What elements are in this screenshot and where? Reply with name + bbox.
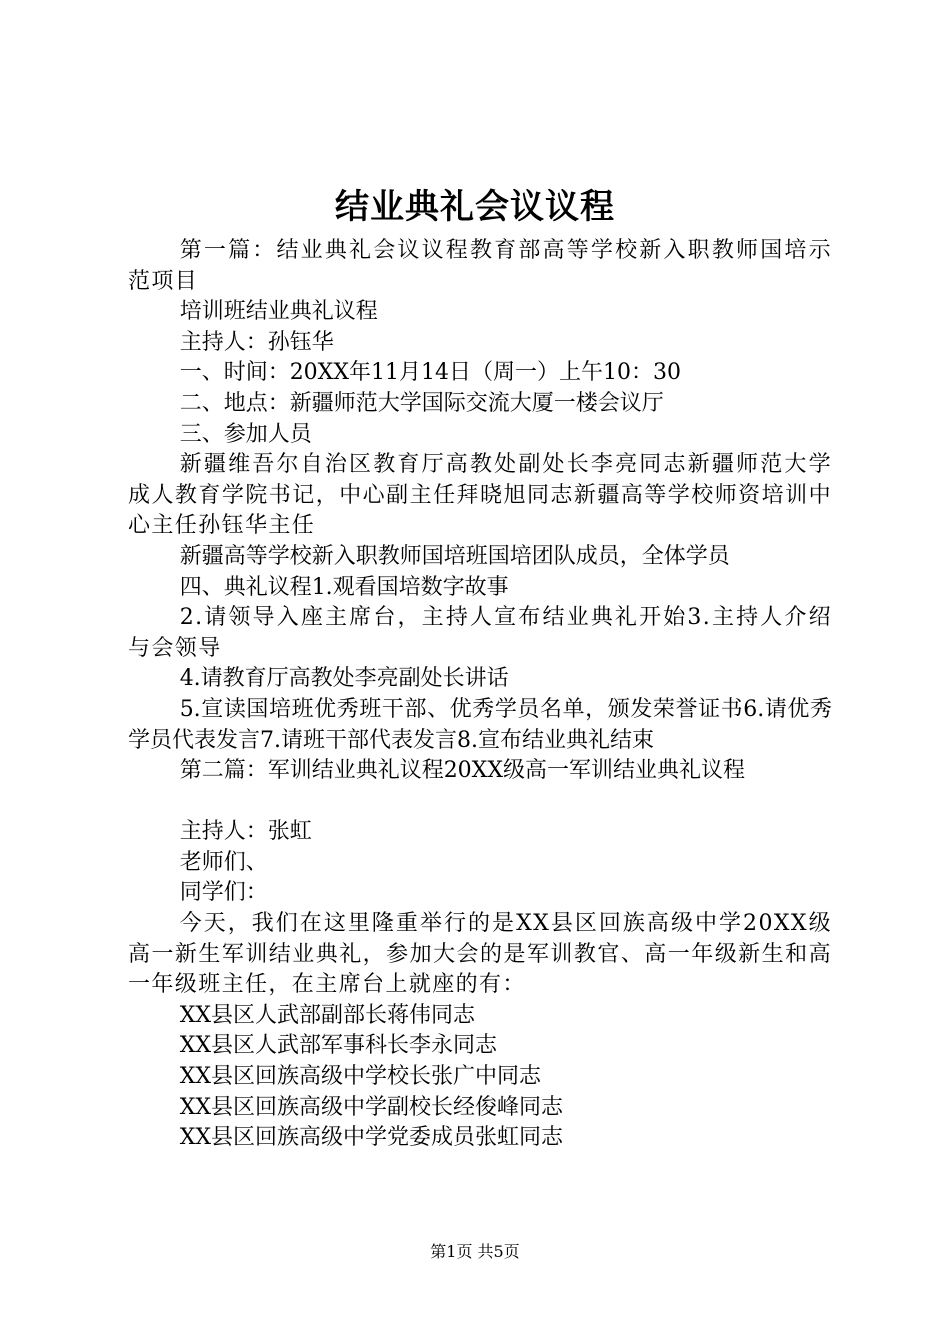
paragraph: 三、参加人员 [179,421,312,447]
blank-line [128,787,832,818]
paragraph: 新疆高等学校新入职教师国培班国培团队成员，全体学员 [179,543,730,569]
paragraph: 主持人：孙钰华 [179,329,334,355]
paragraph: 2.请领导入座主席台，主持人宣布结业典礼开始3.主持人介绍与会领导 [128,605,832,661]
paragraph: 二、地点：新疆师范大学国际交流大厦一楼会议厅 [179,390,664,416]
paragraph: 一、时间：20XX年11月14日（周一）上午10：30 [179,360,681,386]
paragraph: 第二篇：军训结业典礼议程20XX级高一军训结业典礼议程 [179,758,746,784]
page-footer: 第1页 共5页 [430,1242,520,1261]
paragraph: XX县区人武部副部长蒋伟同志 [179,1002,476,1028]
paragraph: XX县区人武部军事科长李永同志 [179,1033,498,1059]
document-title: 结业典礼会议议程 [335,187,615,227]
paragraph: 培训班结业典礼议程 [179,299,378,325]
paragraph: 第一篇：结业典礼会议议程教育部高等学校新入职教师国培示范项目 [128,238,832,294]
paragraph: 5.宣读国培班优秀班干部、优秀学员名单，颁发荣誉证书6.请优秀学员代表发言7.请班干部代表发言8.宣布结业典礼结束 [128,696,832,753]
paragraph: 今天，我们在这里隆重举行的是XX县区回族高级中学20XX级高一新生军训结业典礼，参加大会的是军训教官、高一年级新生和高一年级班主任，在主席台上就座的有： [128,911,832,998]
paragraph: XX县区回族高级中学校长张广中同志 [179,1064,542,1090]
document-body [128,236,832,1154]
paragraph: XX县区回族高级中学副校长经俊峰同志 [179,1094,564,1120]
paragraph: 新疆维吾尔自治区教育厅高教处副处长李亮同志新疆师范大学成人教育学院书记，中心副主任拜晓旭同志新疆高等学校师资培训中心主任孙钰华主任 [128,452,832,539]
paragraph: 同学们： [179,880,268,906]
paragraph: 四、典礼议程1.观看国培数字故事 [179,574,509,600]
paragraph: 主持人：张虹 [179,819,312,845]
paragraph: 老师们、 [179,849,268,875]
paragraph: 4.请教育厅高教处李亮副处长讲话 [179,666,509,692]
paragraph: XX县区回族高级中学党委成员张虹同志 [179,1125,564,1151]
